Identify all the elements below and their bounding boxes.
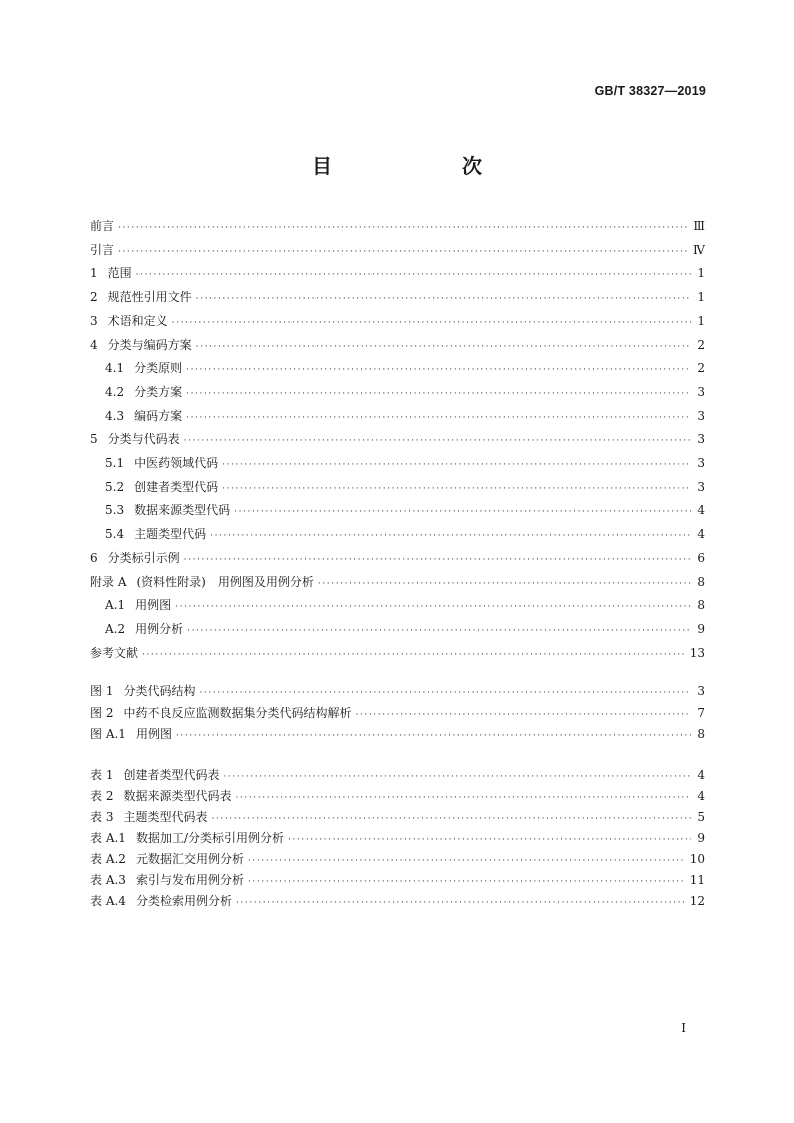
dot-leader: [184, 432, 691, 450]
table-entry-number: 表 2: [90, 789, 114, 803]
table-entry[interactable]: [90, 871, 705, 889]
figure-entry-page: 7: [697, 705, 705, 720]
toc-entry-page: Ⅳ: [693, 242, 705, 257]
figure-entry-label: [90, 725, 172, 743]
toc-entry[interactable]: [90, 217, 705, 235]
dot-leader: [184, 551, 691, 569]
toc-entry[interactable]: [105, 454, 705, 472]
toc-entry-page: 13: [689, 645, 705, 660]
toc-entry-label: [90, 549, 180, 567]
table-entry-label: [90, 787, 231, 805]
toc-entry-text: 范围: [107, 266, 132, 281]
dot-leader: [248, 873, 686, 891]
toc-entry[interactable]: [105, 596, 705, 614]
dot-leader: [186, 409, 691, 427]
toc-entry[interactable]: [105, 620, 705, 638]
dot-leader: [235, 789, 691, 807]
dot-leader: [175, 598, 691, 616]
toc-entry-label: [105, 454, 218, 472]
dot-leader: [222, 456, 691, 474]
toc-entry[interactable]: [105, 407, 705, 425]
toc-entry-text: 用例分析: [135, 621, 184, 636]
toc-entry-text: 中医药领域代码: [134, 456, 219, 470]
toc-entry-text: 规范性引用文件: [107, 290, 192, 305]
toc-entry-text: 创建者类型代码: [134, 479, 219, 494]
toc-entry-page: 3: [697, 456, 705, 470]
table-entry-label: [90, 871, 244, 889]
dot-leader: [118, 219, 689, 237]
toc-entry-page: 3: [697, 408, 705, 423]
toc-entry-text: 术语和定义: [107, 313, 168, 328]
toc-entry[interactable]: [105, 525, 705, 543]
toc-entry-text: 参考文献: [90, 645, 139, 660]
toc-entry[interactable]: [105, 501, 705, 519]
dot-leader: [318, 575, 691, 593]
toc-entry[interactable]: [90, 312, 705, 330]
toc-entry-page: 2: [697, 361, 705, 376]
dot-leader: [222, 480, 691, 498]
toc-entry-text: 分类与代码表: [107, 432, 180, 447]
toc-entry[interactable]: [105, 383, 705, 401]
toc-entry-page: 3: [697, 384, 705, 399]
toc-entry-page: 3: [697, 479, 705, 494]
table-entry-page: 4: [697, 768, 705, 782]
toc-entry-number: 6: [90, 550, 98, 565]
toc-entry-text: 分类与编码方案: [107, 337, 192, 352]
toc-entry-label: [90, 644, 138, 662]
figure-entry[interactable]: [90, 682, 705, 700]
table-entry-label: [90, 892, 232, 910]
table-entry-number: 表 1: [90, 768, 114, 782]
dot-leader: [248, 852, 686, 870]
toc-entry[interactable]: [90, 549, 705, 567]
toc-entry[interactable]: [90, 573, 705, 591]
figure-entry-label: [90, 682, 195, 700]
dot-leader: [176, 727, 691, 745]
toc-entry-page: 4: [697, 527, 705, 542]
toc-entry-text: (资料性附录) 用例图及用例分析: [136, 574, 314, 589]
toc-entry-label: [90, 430, 180, 448]
toc-entry-page: 1: [697, 290, 705, 305]
toc-entry[interactable]: [105, 478, 705, 496]
toc-entry[interactable]: [90, 644, 705, 662]
toc-entry-number: 4: [90, 337, 98, 352]
dot-leader: [196, 290, 691, 308]
figure-entry[interactable]: [90, 725, 705, 743]
figure-entry-number: 图 1: [90, 684, 114, 698]
table-entry[interactable]: [90, 766, 705, 784]
dot-leader: [186, 385, 691, 403]
toc-entry-number: 附录 A: [90, 574, 127, 589]
toc-entry-number: 5.2: [105, 479, 125, 494]
toc-entry-label: [90, 312, 168, 330]
toc-entry-label: [105, 407, 182, 425]
toc-entry-label: [105, 525, 206, 543]
dot-leader: [136, 266, 691, 284]
figure-entry-label: [90, 704, 351, 722]
toc-entry-label: [90, 336, 192, 354]
toc-entry-page: 1: [697, 313, 705, 328]
figure-entry-number: 图 A.1: [90, 727, 126, 741]
dot-leader: [210, 527, 691, 545]
toc-entry[interactable]: [105, 359, 705, 377]
dot-leader: [355, 706, 691, 724]
toc-entry-number: 4.3: [105, 408, 125, 423]
figure-entry[interactable]: [90, 704, 705, 722]
toc-entry-page: 2: [697, 337, 705, 352]
table-entry-text: 主题类型代码表: [123, 810, 208, 824]
toc-entry-label: [90, 288, 192, 306]
toc-entry-label: [90, 217, 114, 235]
dot-leader: [187, 622, 691, 640]
table-entry-page: 5: [697, 810, 705, 824]
table-entry[interactable]: [90, 850, 705, 868]
table-entry-text: 分类检索用例分析: [135, 894, 232, 908]
table-entry[interactable]: [90, 892, 705, 910]
table-entry-number: 表 A.4: [90, 894, 126, 908]
dot-leader: [142, 646, 686, 664]
toc-entry-page: 9: [697, 621, 705, 636]
toc-entry-page: 6: [697, 550, 705, 565]
toc-entry-label: [105, 478, 218, 496]
toc-entry-number: A.1: [105, 598, 126, 613]
toc-entry-page: 8: [697, 574, 705, 589]
toc-entry-text: 引言: [90, 242, 115, 257]
table-entry-label: [90, 850, 244, 868]
toc-entry[interactable]: [90, 336, 705, 354]
table-entry-text: 索引与发布用例分析: [135, 873, 244, 887]
table-entry-label: [90, 766, 219, 784]
toc-entry-label: [105, 501, 230, 519]
dot-leader: [186, 361, 691, 379]
figure-entry-text: 分类代码结构: [123, 684, 196, 698]
figure-entry-page: 8: [697, 727, 705, 741]
toc-entry-number: 3: [90, 313, 98, 328]
toc-entry-number: A.2: [105, 621, 126, 636]
toc-entry-number: 2: [90, 290, 98, 305]
dot-leader: [236, 894, 686, 912]
table-entry-number: 表 3: [90, 810, 114, 824]
toc-entry-number: 4.1: [105, 361, 125, 376]
table-entry-text: 元数据汇交用例分析: [135, 852, 244, 866]
toc-entry[interactable]: [90, 430, 705, 448]
table-entry-page: 10: [689, 852, 705, 866]
toc-entry-label: [105, 596, 171, 614]
toc-entry[interactable]: [90, 241, 705, 259]
table-entry-number: 表 A.3: [90, 873, 126, 887]
table-entry[interactable]: [90, 787, 705, 805]
toc-entry-number: 5.4: [105, 527, 125, 542]
table-entry-page: 4: [697, 789, 705, 803]
figure-entry-number: 图 2: [90, 705, 114, 720]
toc-entry-page: Ⅲ: [693, 219, 705, 233]
table-entry-number: 表 A.1: [90, 831, 126, 845]
dot-leader: [199, 684, 691, 702]
toc-entry[interactable]: [90, 264, 705, 282]
page-number: I: [681, 1021, 686, 1035]
toc-entry-page: 1: [697, 266, 705, 281]
toc-entry-label: [90, 573, 314, 591]
figure-entry-page: 3: [697, 684, 705, 698]
table-entry-text: 数据来源类型代码表: [123, 789, 232, 803]
toc-entry-number: 4.2: [105, 384, 125, 399]
table-entry-page: 9: [697, 831, 705, 845]
dot-leader: [172, 314, 691, 332]
toc-entry-text: 分类原则: [134, 361, 183, 376]
table-entry-label: [90, 808, 207, 826]
page-title: 目 次: [312, 154, 512, 178]
toc-entry-page: 8: [697, 598, 705, 613]
toc-entry-label: [90, 264, 132, 282]
table-entry-text: 创建者类型代码表: [123, 768, 220, 782]
toc-entry-text: 数据来源类型代码: [134, 503, 231, 518]
toc-entry-label: [105, 359, 182, 377]
toc-entry-label: [105, 383, 182, 401]
figure-entry-text: 用例图: [135, 727, 172, 741]
dot-leader: [234, 503, 691, 521]
toc-entry-text: 分类方案: [134, 384, 183, 399]
toc-entry-text: 前言: [90, 219, 115, 233]
table-entry-page: 12: [689, 894, 705, 908]
table-entry-page: 11: [689, 873, 705, 887]
table-entry[interactable]: [90, 829, 705, 847]
toc-entry-number: 1: [90, 266, 98, 281]
table-entry-label: [90, 829, 284, 847]
dot-leader: [223, 768, 691, 786]
dot-leader: [288, 831, 691, 849]
figure-entry-text: 中药不良反应监测数据集分类代码结构解析: [123, 705, 352, 720]
toc-entry-number: 5.1: [105, 456, 125, 470]
toc-entry-label: [90, 241, 114, 259]
toc-entry-page: 3: [697, 432, 705, 447]
toc-entry-number: 5.3: [105, 503, 125, 518]
table-entry-text: 数据加工/分类标引用例分析: [135, 831, 284, 845]
toc-entry-page: 4: [697, 503, 705, 518]
dot-leader: [196, 338, 691, 356]
toc-entry-text: 主题类型代码: [134, 527, 207, 542]
toc-entry-text: 编码方案: [134, 408, 183, 423]
dot-leader: [211, 810, 691, 828]
toc-entry-label: [105, 620, 183, 638]
standard-code: GB/T 38327—2019: [594, 84, 706, 98]
toc-entry-number: 5: [90, 432, 98, 447]
toc-entry[interactable]: [90, 288, 705, 306]
toc-entry-text: 用例图: [135, 598, 172, 613]
table-entry-number: 表 A.2: [90, 852, 126, 866]
dot-leader: [118, 243, 689, 261]
table-entry[interactable]: [90, 808, 705, 826]
toc-entry-text: 分类标引示例: [107, 550, 180, 565]
